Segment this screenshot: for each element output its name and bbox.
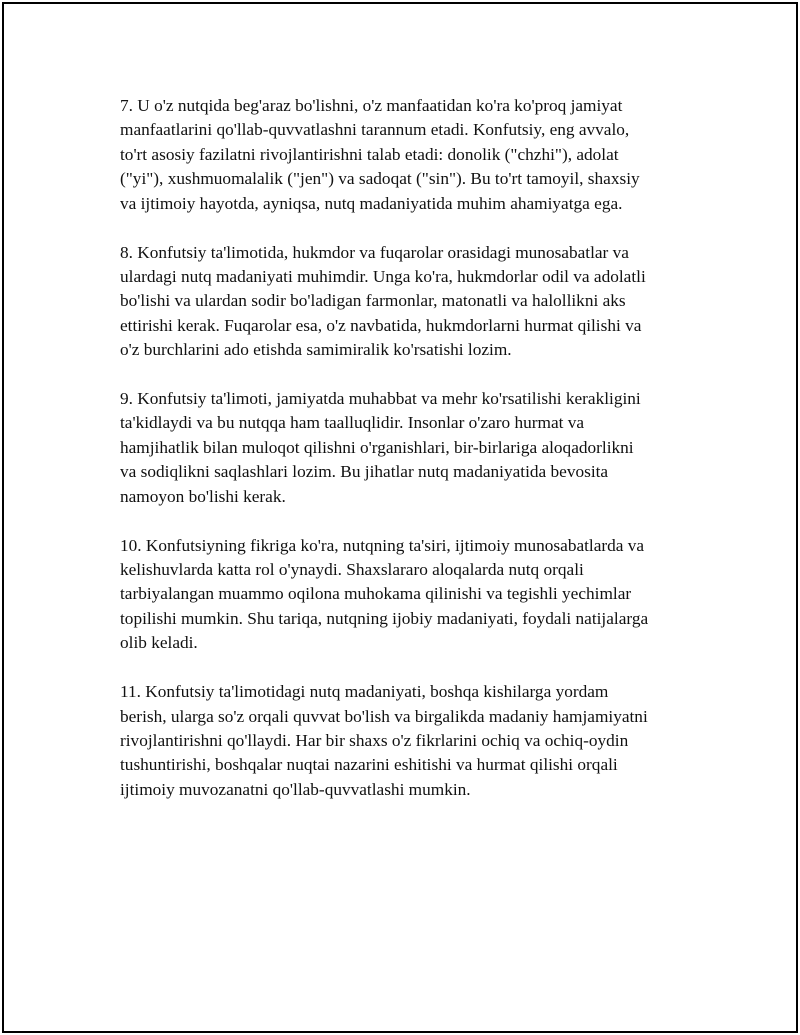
paragraph-10 (120, 534, 700, 656)
paragraph-11 (120, 680, 700, 802)
text-line: ta'kidlaydi va bu nutqqa ham taalluqlidir. Insonlar o'zaro hurmat va (120, 413, 585, 433)
text-line: manfaatlarini qo'llab-quvvatlashni tarannum etadi. Konfutsiy, eng avvalo, (120, 120, 630, 140)
document-page (2, 2, 798, 1033)
document-body (120, 94, 700, 827)
paragraph-8 (120, 241, 700, 363)
text-line: to'rt asosiy fazilatni rivojlantirishni talab etadi: donolik ("chzhi"), adolat (120, 144, 619, 164)
text-line: kelishuvlarda katta rol o'ynaydi. Shaxslararo aloqalarda nutq orqali (120, 560, 584, 579)
text-line: ijtimoiy muvozanatni qo'llab-quvvatlashi mumkin. (120, 779, 471, 799)
paragraph-7 (120, 94, 700, 216)
text-line: tarbiyalangan muammo oqilona muhokama qilinishi va tegishli yechimlar (120, 584, 632, 604)
text-line: 11. Konfutsiy ta'limotidagi nutq madaniyati, boshqa kishilarga yordam (120, 682, 609, 702)
text-line: va ijtimoiy hayotda, ayniqsa, nutq madaniyatida muhim ahamiyatga ega. (120, 193, 623, 213)
text-line: 8. Konfutsiy ta'limotida, hukmdor va fuqarolar orasidagi munosabatlar va (120, 242, 629, 262)
text-line: o'z burchlarini ado etishda samimiralik ko'rsatishi lozim. (120, 340, 512, 360)
text-line: namoyon bo'lishi kerak. (120, 486, 286, 506)
text-line: va sodiqlikni saqlashlari lozim. Bu jihatlar nutq madaniyatida bevosita (120, 462, 609, 482)
text-line: topilishi mumkin. Shu tariqa, nutqning ijobiy madaniyati, foydali natijalarga (120, 608, 649, 628)
text-line: berish, ularga so'z orqali quvvat bo'lish va birgalikda madaniy hamjamiyatni (120, 706, 648, 726)
text-line: bo'lishi va ulardan sodir bo'ladigan farmonlar, matonatli va halollikni aks (120, 291, 626, 311)
text-line: ulardagi nutq madaniyati muhimdir. Unga ko'ra, hukmdorlar odil va adolatli (120, 266, 646, 286)
text-line: olib keladi. (120, 633, 198, 653)
text-line: 7. U o'z nutqida beg'araz bo'lishni, o'z manfaatidan ko'ra ko'proq jamiyat (120, 96, 623, 115)
text-line: ettirishi kerak. Fuqarolar esa, o'z navbatida, hukmdorlarni hurmat qilishi va (120, 315, 642, 335)
text-line: rivojlantirishni qo'llaydi. Har bir shaxs o'z fikrlarini ochiq va ochiq-oydin (120, 730, 629, 750)
text-line: 9. Konfutsiy ta'limoti, jamiyatda muhabbat va mehr ko'rsatilishi kerakligini (120, 389, 641, 409)
text-line: 10. Konfutsiyning fikriga ko'ra, nutqning ta'siri, ijtimoiy munosabatlarda va (120, 535, 645, 555)
text-line: tushuntirishi, boshqalar nuqtai nazarini eshitishi va hurmat qilishi orqali (120, 755, 618, 775)
text-line: hamjihatlik bilan muloqot qilishni o'rganishlari, bir-birlariga aloqadorlikni (120, 437, 634, 457)
text-line: ("yi"), xushmuomalalik ("jen") va sadoqat ("sin"). Bu to'rt tamoyil, shaxsiy (120, 169, 640, 189)
paragraph-9 (120, 387, 700, 509)
